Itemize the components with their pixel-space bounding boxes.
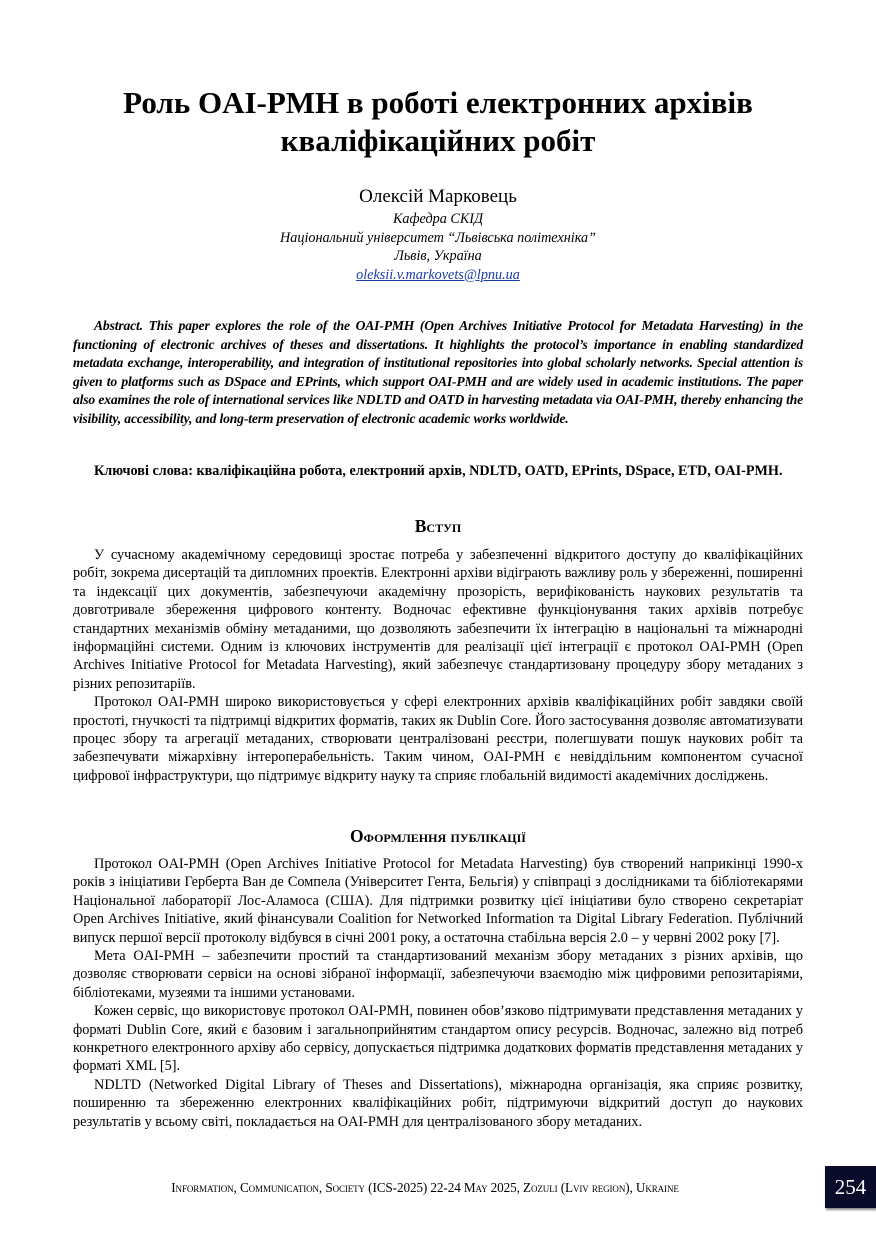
paragraph: У сучасному академічному середовищі зростає потреба у забезпеченні відкритого доступу до кваліфікаційних робіт, зокрема дисертацій та дипломних проектів. Електронні архіви відіграють важливу роль у збереженні, поширенні та індексації цих документів, забезпечуючи академічну прозорість, верифікованість наукових результатів та довготривале збереження цифрового контенту. Водночас ефективне функціонування таких архівів потребує стандартних механізмів обміну метаданими, що дозволяють забезпечити їх інтеграцію в національні та міжнародні інформаційні системи. Одним із ключових інструментів для реалізації цієї інтеграції є протокол OAI-PMH (Open Archives Initiative Protocol for Metadata Harvesting), який забезпечує стандартизовану процедуру збору метаданих з різних репозитаріїв. (73, 547, 803, 692)
section-intro-body (73, 546, 803, 785)
paragraph: NDLTD (Networked Digital Library of Theses and Dissertations), міжнародна організація, яка сприяє розвитку, поширенню та збереженню електронних кваліфікаційних робіт, підтримуючи відкритий доступ до наукових результатів у всьому світі, покладається на OAI-PMH для централізованого збору метаданих. (73, 1076, 803, 1130)
keywords: Ключові слова: кваліфікаційна робота, електроний архів, NDLTD, OATD, EPrints, DSpace, ETD, OAI-PMH. (94, 463, 783, 479)
section-publication-body (73, 855, 803, 1131)
location: Львів, Україна (394, 248, 482, 264)
conference-info: Information, Communication, Society (ICS-2025) 22-24 May 2025, Zozuli (Lviv region), Ukraine (171, 1180, 679, 1195)
paragraph: Протокол OAI-PMH (Open Archives Initiative Protocol for Metadata Harvesting) був створений наприкінці 1990-х років з ініціативи Герберта Ван де Сомпела (Університет Гента, Бельгія) у співпраці з дослідниками та бібліотекарями Національної лабораторії Лос-Аламоса (США). Для підтримки розвитку цієї ініціативи було створено секретаріат Open Archives Initiative, який фінансували Coalition for Networked Information та Digital Library Federation. Публічний випуск першої версії протоколу відбувся в січні 2001 року, а остаточна стабільна версія 2.0 – у червні 2002 року [7]. (73, 856, 803, 946)
paragraph: Протокол OAI-PMH широко використовується у сфері електронних архівів кваліфікаційних робіт завдяки своїй простоті, гнучкості та підтримці відкритих форматів, таких як Dublin Core. Його застосування дозволяє автоматизувати процес збору та агрегації метаданих, створювати централізовані реєстри, полегшувати пошук наукових робіт та забезпечувати міжархівну інтероперабельність. Таким чином, OAI-PMH є невіддільним компонентом сучасної цифрової інфраструктури, що підтримує відкриту науку та сприяє глобальній видимості академічних досліджень. (73, 694, 803, 784)
author-affiliation (0, 210, 876, 284)
paragraph: Кожен сервіс, що використовує протокол OAI-PMH, повинен обов’язково підтримувати представлення метаданих у форматі Dublin Core, який є базовим і загальноприйнятим стандартом опису ресурсів. Водночас, залежно від потреб конкретного електронного архіву або сервісу, допускається підтримка додаткових форматів представлення метаданих у форматі XML [5]. (73, 1003, 803, 1075)
section-heading-publication: Оформлення публікації (350, 826, 526, 846)
university: Національний університет “Львівська політехніка” (280, 229, 596, 246)
section-heading-intro: Вступ (414, 516, 462, 536)
paragraph: Мета OAI-PMH – забезпечити простий та стандартизований механізм збору метаданих з різних архівів, що дозволяє створювати сервіси на основі зібраної інформації, забезпечуючи взаємодію між цифровими репозитаріями, бібліотеками, музеями та іншими установами. (73, 948, 803, 1001)
author-name: Олексій Марковець (359, 186, 517, 207)
page-number: 254 (825, 1166, 876, 1208)
department: Кафедра СКІД (392, 211, 484, 227)
paper-title: Роль OAI-PMH в роботі електронних архівів кваліфікаційних робіт (123, 85, 753, 158)
footer-conference (0, 1180, 876, 1196)
abstract: Abstract. This paper explores the role of the OAI-PMH (Open Archives Initiative Protocol for Metadata Harvesting) in the functioning of electronic archives of theses and dissertations. It highlights the protocol’s importance in enabling standardized metadata exchange, interoperability, and integration of institutional repositories into global scholarly networks. Special attention is given to platforms such as DSpace and EPrints, which support OAI-PMH and are widely used in academic institutions. The paper also examines the role of international services like NDLTD and OATD in harvesting metadata via OAI-PMH, thereby enhancing the visibility, accessibility, and long-term preservation of electronic academic works worldwide. (73, 318, 803, 426)
email-link[interactable]: oleksii.v.markovets@lpnu.ua (356, 266, 520, 283)
